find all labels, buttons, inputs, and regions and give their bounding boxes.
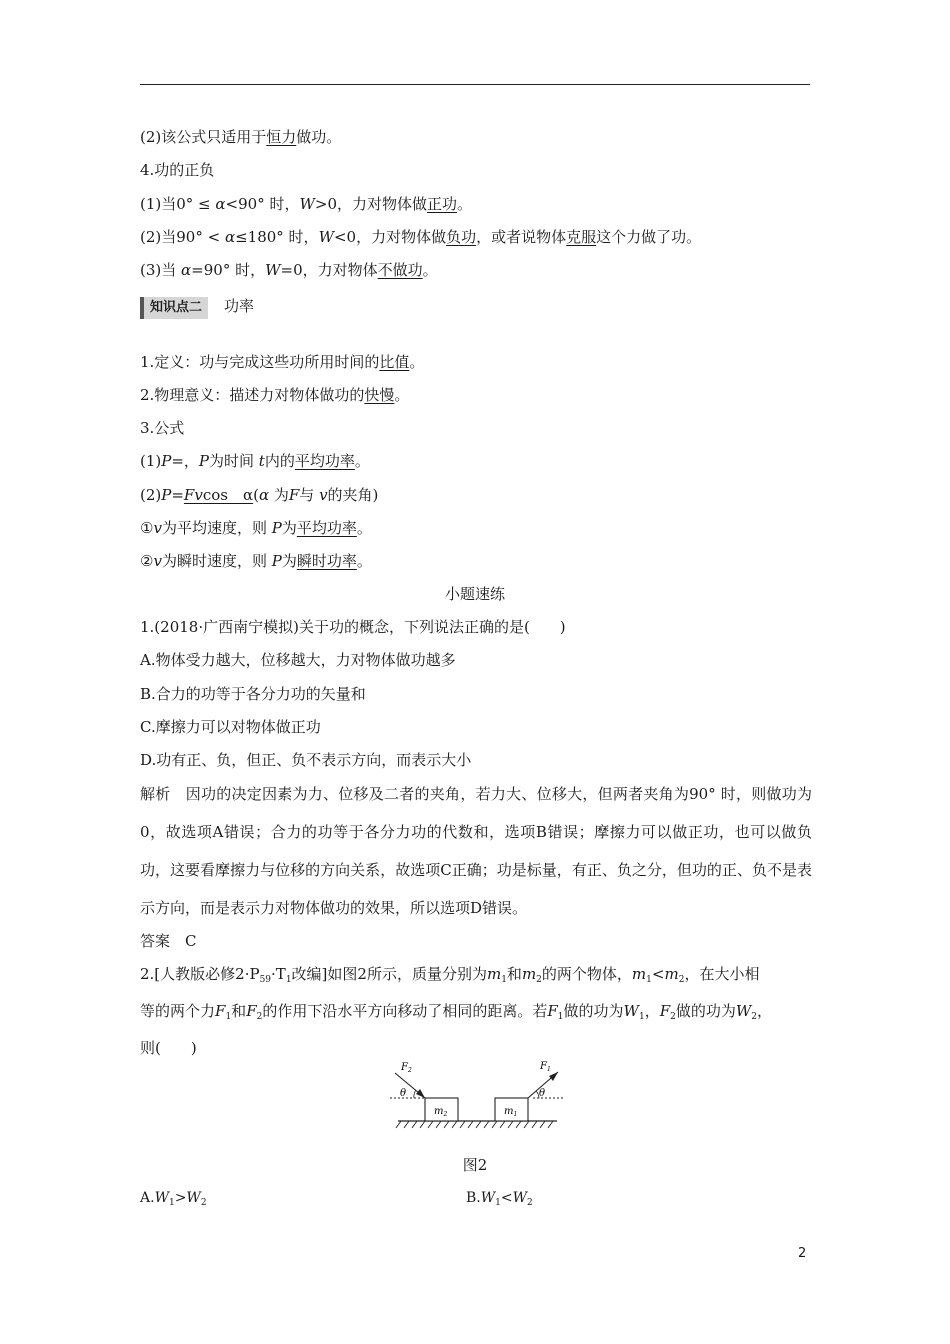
line-definition: 1.定义：功与完成这些功所用时间的比值。 bbox=[140, 353, 425, 371]
label-f2: $F_2$ bbox=[401, 1062, 412, 1074]
section-heading-power bbox=[140, 296, 254, 319]
line-sign-heading: 4.功的正负 bbox=[140, 161, 215, 179]
ground-hatching bbox=[396, 1121, 553, 1128]
line-zero-work: (3)当 α=90° 时，W=0，力对物体不做功。 bbox=[140, 261, 438, 279]
line-meaning: 2.物理意义：描述力对物体做功的快慢。 bbox=[140, 386, 410, 404]
label-theta-right: θ bbox=[539, 1088, 546, 1099]
label-m2: $m_2$ bbox=[434, 1106, 448, 1118]
line-negative-work: (2)当90° < α≤180° 时，W<0，力对物体做负功，或者说物体克服这个力做了功。 bbox=[140, 228, 702, 246]
question-2-line-3: 则( ) bbox=[140, 1039, 197, 1057]
angle-arc-left bbox=[414, 1090, 416, 1098]
question-1-option-d: D.功有正、负，但正、负不表示方向，而表示大小 bbox=[140, 751, 472, 769]
question-1-option-a: A.物体受力越大，位移越大，力对物体做功越多 bbox=[140, 651, 456, 669]
line-average-velocity: ①v为平均速度，则 P为平均功率。 bbox=[140, 519, 372, 537]
question-1-option-b: B.合力的功等于各分力功的矢量和 bbox=[140, 685, 366, 703]
question-2-option-b: $B.W_1<W_2$ bbox=[466, 1190, 533, 1208]
question-2-line-2: 等的两个力$F_1$和$F_2$的作用下沿水平方向移动了相同的距离。若$F_1$做的功为$W_1$，$F_2$做的功为$W_2$， bbox=[140, 1002, 773, 1022]
line-positive-work: (1)当0° ≤ α<90° 时，W>0，力对物体做正功。 bbox=[140, 195, 473, 213]
label-m1: $m_1$ bbox=[504, 1106, 518, 1118]
line-formula-average: (1)P=，P为时间 t内的平均功率。 bbox=[140, 452, 370, 470]
section-heading-text: 功率 bbox=[224, 297, 255, 315]
header-rule bbox=[140, 84, 810, 85]
question-1-analysis: 解析 因功的决定因素为力、位移及二者的夹角，若力大、位移大，但两者夹角为90° 时，则做功为0，故选项A错误；合力的功等于各分力功的代数和，选项B错误；摩擦力可以做正功，也可以做负功，这要看摩擦力与位移的方向关系，故选项C正确；功是标量，有正、负之分，但功的正、负不是表示方向，而是表示力对物体做功的效果，所以选项D错误。 bbox=[140, 785, 812, 917]
question-2-line-1: 2.[人教版必修$2\cdot P_{59}\cdot T_1$改编]如图2所示，质量分别为$m_1$和$m_2$的两个物体，$m_1<m_2$，在大小相 bbox=[140, 965, 760, 985]
label-f1: $F_1$ bbox=[540, 1061, 551, 1073]
line-formula-fv: (2)P=Fvcos α(α 为F与 v的夹角) bbox=[140, 486, 379, 504]
force-f2-arrowhead bbox=[416, 1089, 425, 1098]
line-instant-velocity: ②v为瞬时速度，则 P为瞬时功率。 bbox=[140, 552, 372, 570]
page-number: 2 bbox=[798, 1246, 807, 1261]
question-1-stem: 1.(2018·广西南宁模拟)关于功的概念，下列说法正确的是( ) bbox=[140, 618, 566, 636]
force-f1-arrowhead bbox=[549, 1072, 558, 1081]
label-theta-left: θ bbox=[400, 1088, 407, 1099]
question-1-option-c: C.摩擦力可以对物体做正功 bbox=[140, 718, 321, 736]
question-1-answer: 答案 C bbox=[140, 932, 197, 950]
figure-2-diagram bbox=[385, 1060, 570, 1140]
practice-title: 小题速练 bbox=[444, 585, 505, 603]
line-formula-note: (2)该公式只适用于恒力做功。 bbox=[140, 128, 342, 146]
question-2-option-a: $A.W_1>W_2$ bbox=[140, 1190, 207, 1208]
knowledge-tag: 知识点二 bbox=[140, 297, 208, 319]
line-formula-heading: 3.公式 bbox=[140, 419, 185, 437]
figure-caption: 图2 bbox=[462, 1156, 488, 1174]
